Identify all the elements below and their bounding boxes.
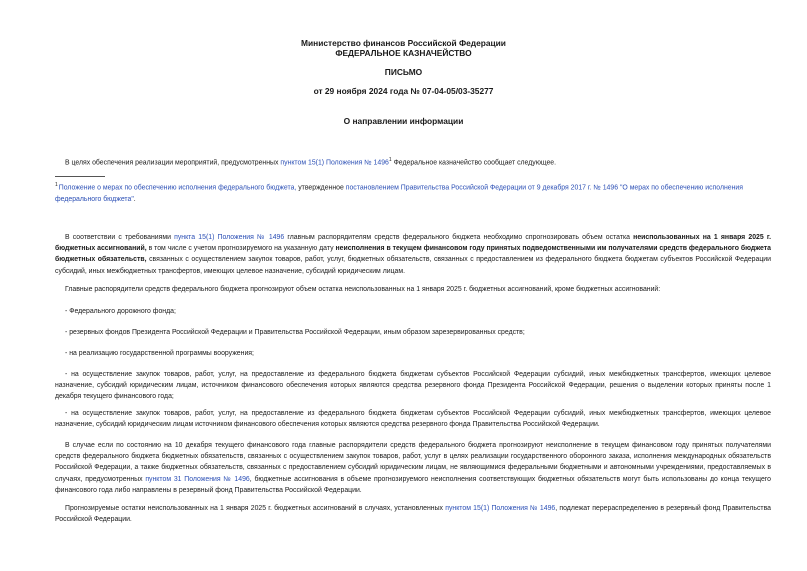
paragraph-3: В случае если по состоянию на 10 декабря текущего финансового года главные распорядители средств федерального бюджета прогнозируют неисполнение в текущем финансовом году принятых получателями средств федерального бюджета бюджетных обязательств, связанных с осуществлением закупок товаров, работ, услуг в целях реализации государственного оборонного заказа, исполнения международных обязательств Российской Федерации, а также бюджетных обязательств, связанных с предоставлением субсидий юридическим лицам, не являющимися федеральными бюджетными и автономными учреждениями, предоставляемых в случаях, предусмотренных пунктом 31 Положения № 1496, бюджетные ассигнования в объеме прогнозируемого неисполнения соответствующих бюджетных обязательств могут быть использованы до конца текущего финансового года либо направлены в резервный фонд Правительства Российской Федерации.: [55, 442, 771, 494]
paragraph-4: Прогнозируемые остатки неиспользованных на 1 января 2025 г. бюджетных ассигнований в случаях, установленных пунктом 15(1) Положения № 1496, подлежат перераспределению в резервный фонд Правительства Российской Федерации.: [55, 505, 771, 524]
link-punkt-15-1[interactable]: пунктом 15(1) Положения № 1496: [280, 159, 389, 167]
document-type: ПИСЬМО: [384, 67, 423, 77]
footnote-link-polozhenie[interactable]: Положение о мерах по обеспечению исполнения федерального бюджета,: [58, 184, 297, 192]
intro-paragraph: В целях обеспечения реализации мероприятий, предусмотренных пунктом 15(1) Положения № 1496$^1$ Федеральное казначейство сообщает следующее.: [65, 157, 557, 167]
document-date-number: от 29 ноября 2024 года № 07-04-05/03-35277: [313, 86, 494, 96]
footnote-ref[interactable]: 1: [388, 157, 392, 163]
footnote-mark: 1: [55, 182, 58, 188]
list-item: - на реализацию государственной программы вооружения;: [65, 350, 254, 357]
footnote-divider: [55, 176, 105, 177]
link-punkt-15-1[interactable]: пунктом 15(1) Положения № 1496: [445, 505, 556, 512]
list-item: - на осуществление закупок товаров, работ, услуг, на предоставление из федерального бюджета бюджетам субъектов Российской Федерации субсидий, иных межбюджетных трансфертов, имеющих целевое назначение, субсидий юридическим лицам источником финансового обеспечения которых являются средства резервного фонда Правительства Российской Федерации.: [55, 410, 771, 429]
list-item: - на осуществление закупок товаров, работ, услуг, на предоставление из федерального бюджета бюджетам субъектов Российской Федерации субсидий, иных межбюджетных трансфертов, имеющих целевое назначение, субсидий юридическим лицам, источником финансового обеспечения которых являются средства резервного фонда Президента Российской Федерации, решения о выделении которых приняты после 1 декабря текущего финансового года;: [55, 371, 771, 401]
list-item: - Федерального дорожного фонда;: [65, 308, 176, 315]
paragraph-2: Главные распорядители средств федерального бюджета прогнозируют объем остатка неиспользованных на 1 января 2025 г. бюджетных ассигнований, кроме бюджетных ассигнований:: [65, 286, 661, 293]
list-item: - резервных фондов Президента Российской Федерации и Правительства Российской Федерации, иным образом зарезервированных средств;: [65, 329, 525, 336]
link-punkt-31[interactable]: пунктом 31 Положения № 1496: [145, 475, 250, 483]
footnote: $^1$Положение о мерах по обеспечению исполнения федерального бюджета, утвержденное постановлением Правительства Российской Федерации от 9 декабря 2017 г. № 1496 "О мерах по обеспечению исполнения федерального бюджета".: [55, 182, 743, 203]
agency-name: ФЕДЕРАЛЬНОЕ КАЗНАЧЕЙСТВО: [335, 48, 472, 58]
paragraph-1: В соответствии с требованиями пункта 15(1) Положения № 1496 главным распорядителям средств федерального бюджета необходимо спрогнозировать объем остатка неиспользованных на 1 января 2025 г. бюджетных ассигнований, в том числе с учетом прогнозируемого на указанную дату неисполнения в текущем финансовом году принятых подведомственными им получателями средств федерального бюджета бюджетных обязательств, связанных с осуществлением закупок товаров, работ, услуг, бюджетных обязательств, связанных с предоставлением из федерального бюджета бюджетам субъектов Российской Федерации субсидий, иных межбюджетных трансфертов, имеющих целевое назначение, субсидий юридическим лицам.: [55, 234, 771, 275]
footnote-link-postanovlenie[interactable]: постановлением Правительства Российской Федерации от 9 декабря 2017 г. № 1496 "О мерах по обеспечению исполнения федерального бюджета": [55, 184, 743, 203]
link-punkt-15-1[interactable]: пункта 15(1) Положения № 1496: [174, 234, 285, 241]
document-subject: О направлении информации: [343, 116, 464, 126]
ministry-name: Министерство финансов Российской Федерации: [301, 38, 506, 48]
